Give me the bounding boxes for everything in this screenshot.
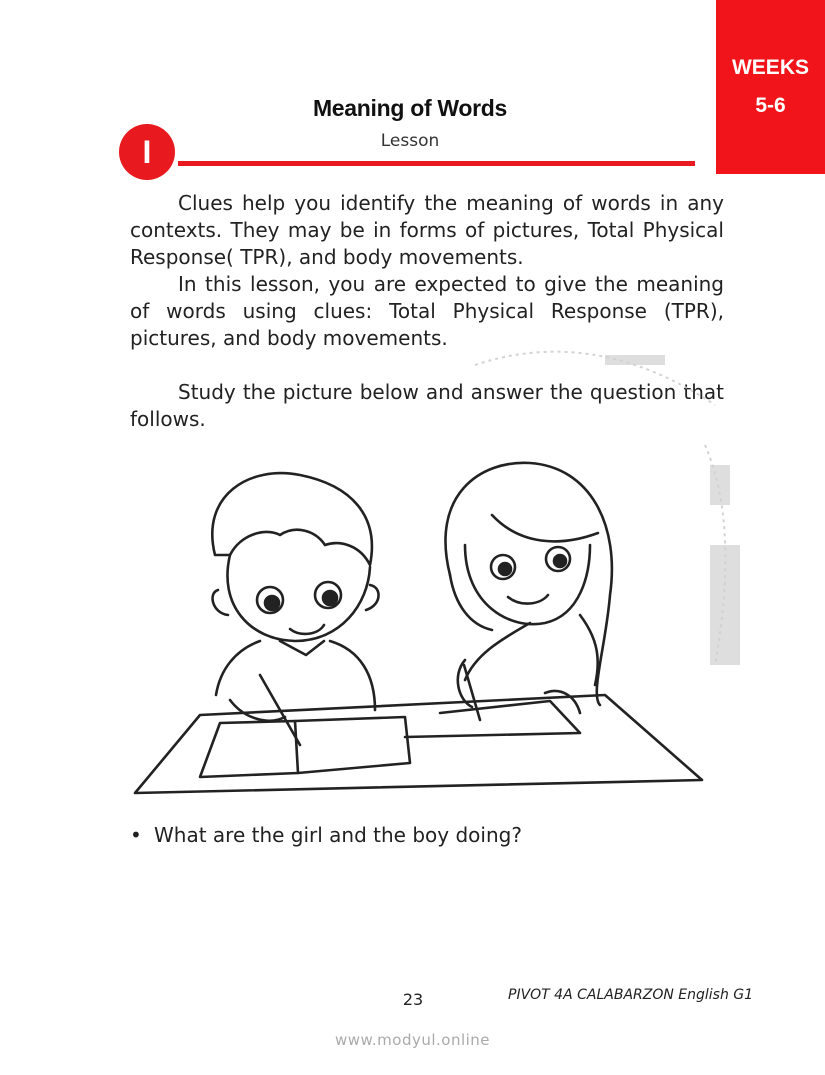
paragraph-lesson-goal: In this lesson, you are expected to give the meaning of words using clues: Total Physical Response (TPR), pictures, and body movements. (130, 272, 724, 350)
weeks-label: WEEKS (731, 56, 809, 79)
footer-source: PIVOT 4A CALABARZON English G1 (508, 987, 754, 1003)
right-paper (405, 701, 580, 737)
page-subtitle: Lesson (380, 131, 440, 151)
weeks-range: 5-6 (755, 94, 786, 117)
question-item (130, 823, 522, 847)
title-rule (178, 161, 695, 166)
left-notebook (200, 721, 298, 777)
bullet-icon: • (130, 823, 142, 847)
page-title: Meaning of Words (312, 95, 508, 121)
weeks-tab (716, 0, 825, 174)
question-text: What are the girl and the boy doing? (154, 823, 522, 847)
lesson-badge: I (119, 124, 175, 180)
boy-hair (212, 473, 372, 565)
table-outline (135, 695, 702, 793)
paragraph-clues: Clues help you identify the meaning of words in any contexts. They may be in forms of pictures, Total Physical Response( TPR), and body movements. (130, 191, 724, 269)
paragraph-instruction: Study the picture below and answer the question that follows. (130, 380, 724, 431)
site-watermark: www.modyul.online (334, 1031, 491, 1049)
children-writing-illustration (120, 455, 720, 800)
page-number: 23 (402, 990, 424, 1009)
